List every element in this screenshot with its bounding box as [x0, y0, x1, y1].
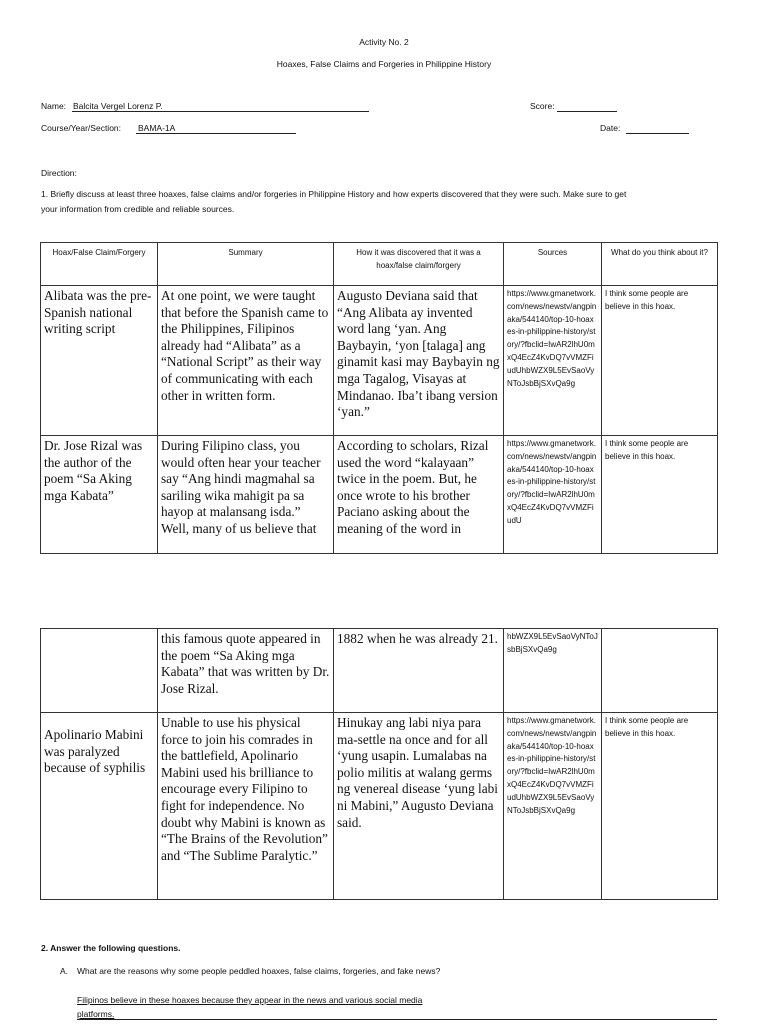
source-link[interactable]: hbWZX9L5EvSaoVyNToJsbBjSXvQa9g [504, 629, 602, 713]
course-underline [136, 133, 296, 134]
opinion-cell: I think some people are believe in this hoax. [602, 713, 718, 900]
question-a-text: What are the reasons why some people peddled hoaxes, false claims, forgeries, and fake news? [77, 966, 441, 976]
date-label: Date: [600, 123, 621, 133]
answer-line1: Filipinos believe in these hoaxes because they appear in the news and various social media [77, 995, 423, 1005]
opinion-cell: I think some people are believe in this hoax. [602, 436, 718, 554]
how-cell: Hinukay ang labi niya para ma-settle na once and for all ‘yung usapin. Lumalabas na polio militis at walang germs ng venereal disease ‘yung labi ni Mabini,” Augusto Deviana said. [334, 713, 504, 900]
name-value: Balcita Vergel Lorenz P. [73, 101, 163, 111]
source-link[interactable]: https://www.gmanetwork.com/news/newstv/angpinaka/544140/top-10-hoaxes-in-philippine-history/story/?fbclid=IwAR2lhU0mxQ4EcZ4KvDQ7vVMZFiudUhbWZX9L5EvSaoVyNToJsbBjSXvQa9g [504, 713, 602, 900]
direction-text-line2: your information from credible and reliable sources. [41, 204, 235, 214]
direction-text-line1: 1. Briefly discuss at least three hoaxes, false claims and/or forgeries in Philippine History and how experts discovered that they were such. Make sure to get [41, 189, 627, 199]
header-sources: Sources [504, 243, 602, 286]
summary-cell: During Filipino class, you would often hear your teacher say “Ang hindi magmahal sa sariling wika mahigit pa sa hayop at malansang isda.” Well, many of us believe that [158, 436, 334, 554]
answer-line2: platforms. [77, 1009, 115, 1019]
table-row [41, 286, 718, 436]
name-underline [72, 111, 369, 112]
document-title: Hoaxes, False Claims and Forgeries in Philippine History [276, 59, 492, 69]
how-cell: According to scholars, Rizal used the word “kalayaan” twice in the poem. But, he once wrote to his brother Paciano asking about the meaning of the word in [334, 436, 504, 554]
source-link[interactable]: https://www.gmanetwork.com/news/newstv/angpinaka/544140/top-10-hoaxes-in-philippine-history/story/?fbclid=IwAR2lhU0mxQ4EcZ4KvDQ7vVMZFiudU [504, 436, 602, 554]
table-header-row [41, 243, 718, 286]
answer-underline [77, 1019, 717, 1020]
course-label: Course/Year/Section: [41, 123, 122, 133]
hoax-cell: Apolinario Mabini was paralyzed because of syphilis [41, 713, 158, 900]
summary-cell: Unable to use his physical force to join his comrades in the battlefield, Apolinario Mabini used his brilliance to encourage every Filipino to fight for independence. No doubt why Mabini is known as “The Brains of the Revolution” and “The Sublime Paralytic.” [158, 713, 334, 900]
header-opinion: What do you think about it? [602, 243, 718, 286]
header-how-discovered: How it was discovered that it was a hoax/false claim/forgery [334, 243, 504, 286]
summary-cell: this famous quote appeared in the poem “Sa Aking mga Kabata” that was written by Dr. Jose Rizal. [158, 629, 334, 713]
table-row [41, 629, 718, 713]
table-row [41, 436, 718, 554]
source-link[interactable]: https://www.gmanetwork.com/news/newstv/angpinaka/544140/top-10-hoaxes-in-philippine-history/story/?fbclid=IwAR2lhU0mxQ4EcZ4KvDQ7vVMZFiudUhbWZX9L5EvSaoVyNToJsbBjSXvQa9g [504, 286, 602, 436]
score-label: Score: [530, 101, 555, 111]
score-underline [557, 111, 617, 112]
activity-number: Activity No. 2 [359, 37, 409, 47]
table-row [41, 713, 718, 900]
header-hoax: Hoax/False Claim/Forgery [41, 243, 158, 286]
hoax-table-page2 [40, 628, 718, 900]
summary-cell: At one point, we were taught that before the Spanish came to the Philippines, Filipinos already had “Alibata” as a “National Script” as their way of communicating with each other in written form. [158, 286, 334, 436]
how-cell: Augusto Deviana said that “Ang Alibata ay invented word lang ‘yan. Ang Baybayin, ‘yon [talaga] ang ginamit kasi may Baybayin ng mga Tagalog, Visayas at Mindanao. Iba’t ibang version ‘yan.” [334, 286, 504, 436]
hoax-table-page1 [40, 242, 718, 554]
date-underline [626, 133, 689, 134]
name-label: Name: [41, 101, 67, 111]
hoax-cell: Alibata was the pre-Spanish national writing script [41, 286, 158, 436]
how-cell: 1882 when he was already 21. [334, 629, 504, 713]
opinion-cell [602, 629, 718, 713]
direction-label: Direction: [41, 168, 77, 178]
hoax-cell: Dr. Jose Rizal was the author of the poem “Sa Aking mga Kabata” [41, 436, 158, 554]
hoax-cell [41, 629, 158, 713]
questions-heading: 2. Answer the following questions. [41, 943, 181, 953]
question-a-label: A. [60, 966, 69, 976]
opinion-cell: I think some people are believe in this hoax. [602, 286, 718, 436]
header-summary: Summary [158, 243, 334, 286]
course-value: BAMA-1A [138, 123, 176, 133]
